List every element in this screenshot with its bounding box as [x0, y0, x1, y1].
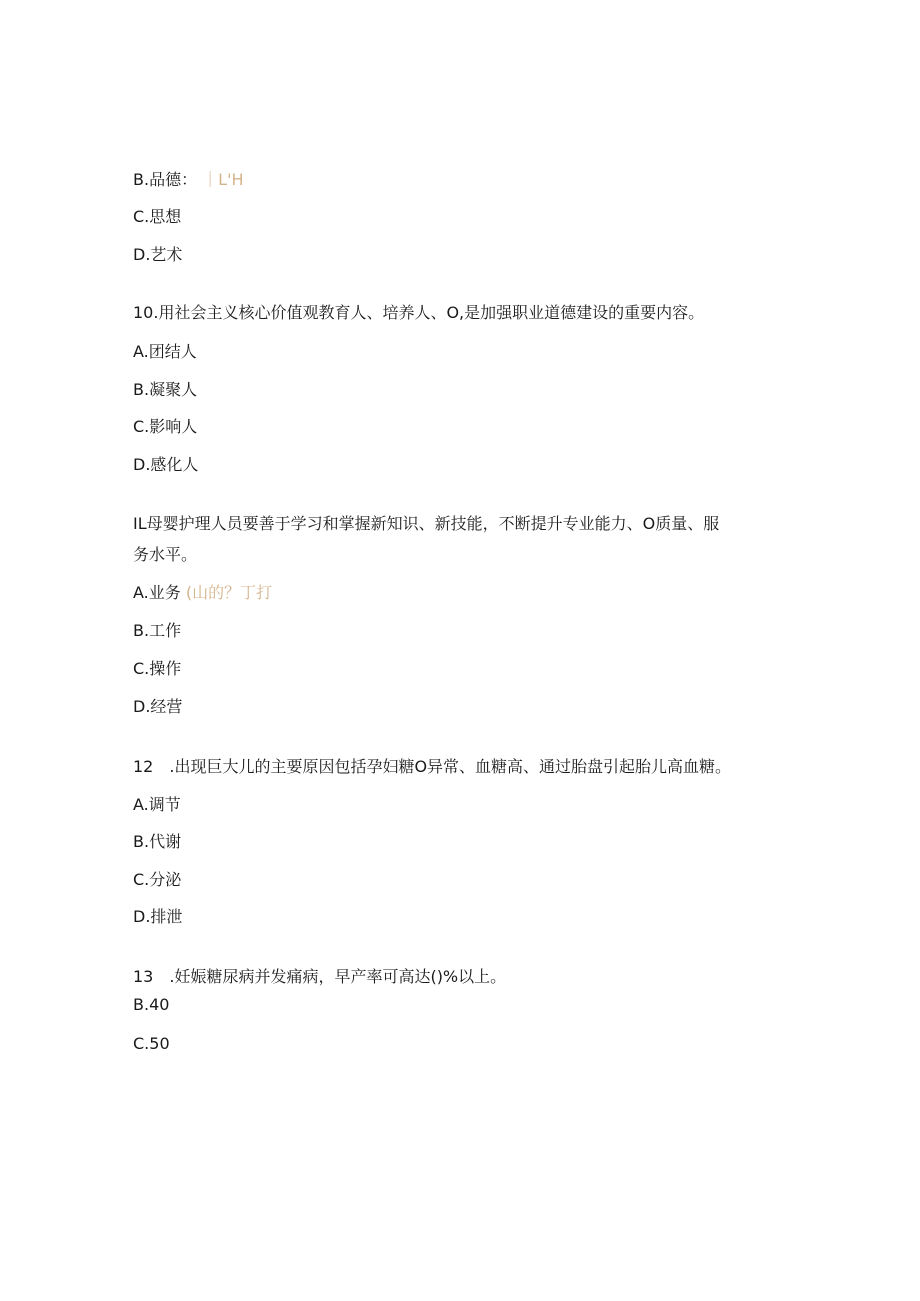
- option-11-d: D.经营: [133, 697, 183, 716]
- option-9-b: [133, 170, 244, 190]
- option-11-b: B.工作: [133, 621, 182, 640]
- question-11-stem-line-2: 务水平。: [133, 545, 198, 564]
- option-10-d: D.感化人: [133, 455, 199, 474]
- option-11-a: [133, 583, 272, 603]
- option-10-b: B.凝聚人: [133, 380, 198, 399]
- question-10-stem: 10.用社会主义核心价值观教育人、培养人、O,是加强职业道德建设的重要内容。: [133, 303, 705, 322]
- option-12-a: A.调节: [133, 795, 181, 814]
- question-11-stem-line-1: IL母婴护理人员要善于学习和掌握新知识、新技能，不断提升专业能力、O质量、服: [133, 514, 720, 533]
- option-text: B.品德：: [133, 170, 198, 189]
- option-13-b: B.40: [133, 995, 170, 1014]
- option-12-c: C.分泌: [133, 870, 182, 889]
- option-13-c: C.50: [133, 1034, 170, 1053]
- option-10-a: A.团结人: [133, 342, 197, 361]
- question-12-stem: 12 .出现巨大儿的主要原因包括孕妇糖O异常、血糖高、通过胎盘引起胎儿高血糖。: [133, 757, 732, 776]
- option-10-c: C.影响人: [133, 417, 198, 436]
- option-11-c: C.操作: [133, 659, 182, 678]
- option-9-d: D.艺术: [133, 245, 183, 264]
- option-12-b: B.代谢: [133, 832, 182, 851]
- handwritten-mark: (山的？丁打: [185, 583, 273, 602]
- question-13-stem: 13 .妊娠糖尿病并发痛病，早产率可高达()%以上。: [133, 967, 507, 986]
- option-12-d: D.排泄: [133, 907, 183, 926]
- handwritten-mark: ｜L'H: [202, 170, 244, 189]
- option-text: A.业务: [133, 583, 181, 602]
- option-9-c: C.思想: [133, 207, 182, 226]
